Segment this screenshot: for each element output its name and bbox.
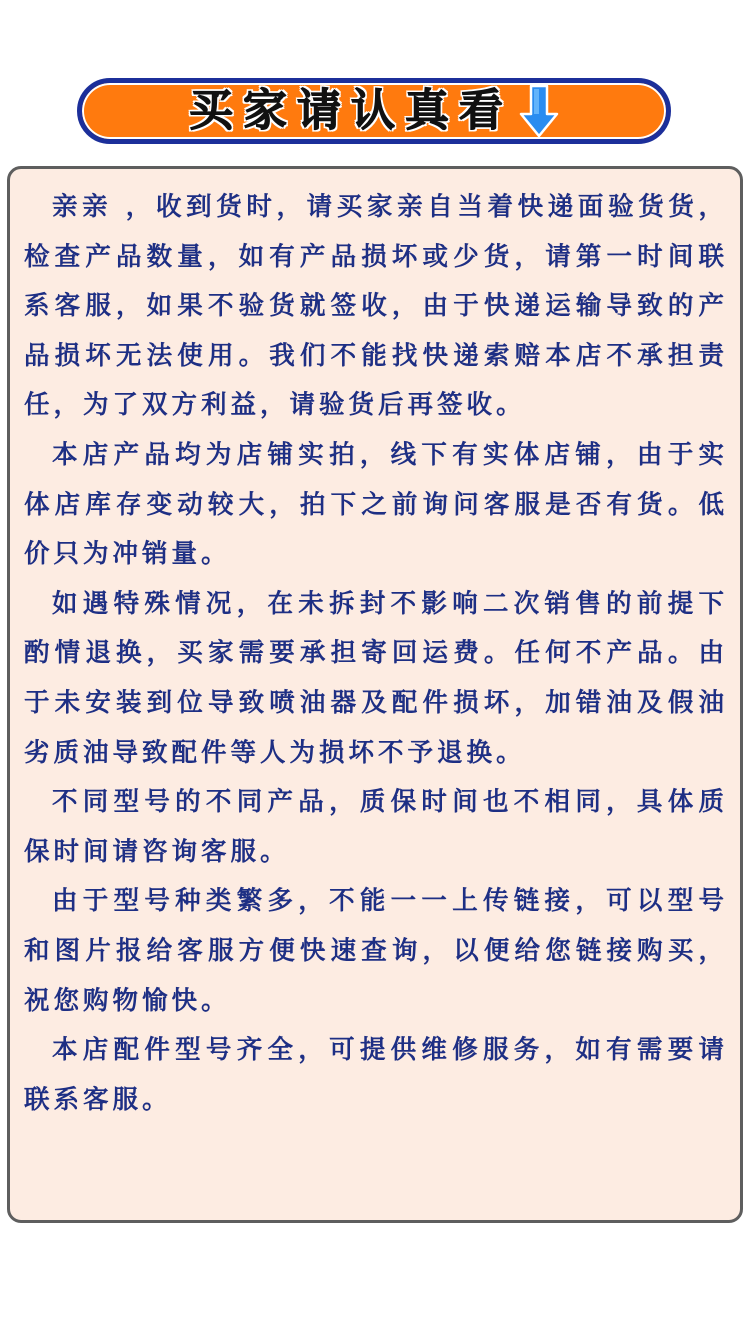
notice-paragraph-models: 由于型号种类繁多，不能一一上传链接，可以型号和图片报给客服方便快速查询，以便给您链接购买，祝您购物愉快。 [24,886,728,1016]
banner-title: 买家请认真看 [189,85,513,136]
notice-paragraph-warranty: 不同型号的不同产品，质保时间也不相同，具体质保时间请咨询客服。 [24,787,728,867]
notice-paragraph-returns: 如遇特殊情况，在未拆封不影响二次销售的前提下酌情退换，买家需要承担寄回运费。任何不产品。由于未安装到位导致喷油器及配件损坏，加错油及假油劣质油导致配件等人为损坏不予退换。 [24,588,728,768]
notice-paragraph-repair: 本店配件型号齐全，可提供维修服务，如有需要请联系客服。 [24,1035,728,1115]
down-arrow-icon [519,84,559,138]
notice-paragraph-stock: 本店产品均为店铺实拍，线下有实体店铺，由于实体店库存变动较大，拍下之前询问客服是否有货。低价只为冲销量。 [24,439,728,570]
header-banner [77,78,671,144]
notice-card [7,166,743,1223]
notice-paragraph-inspection: 亲亲 ，收到货时，请买家亲自当着快递面验货货，检查产品数量，如有产品损坏或少货，请第一时间联系客服，如果不验货就签收，由于快递运输导致的产品损坏无法使用。我们不能找快递索赔本店不承担责任，为了双方利益，请验货后再签收。 [24,192,728,421]
